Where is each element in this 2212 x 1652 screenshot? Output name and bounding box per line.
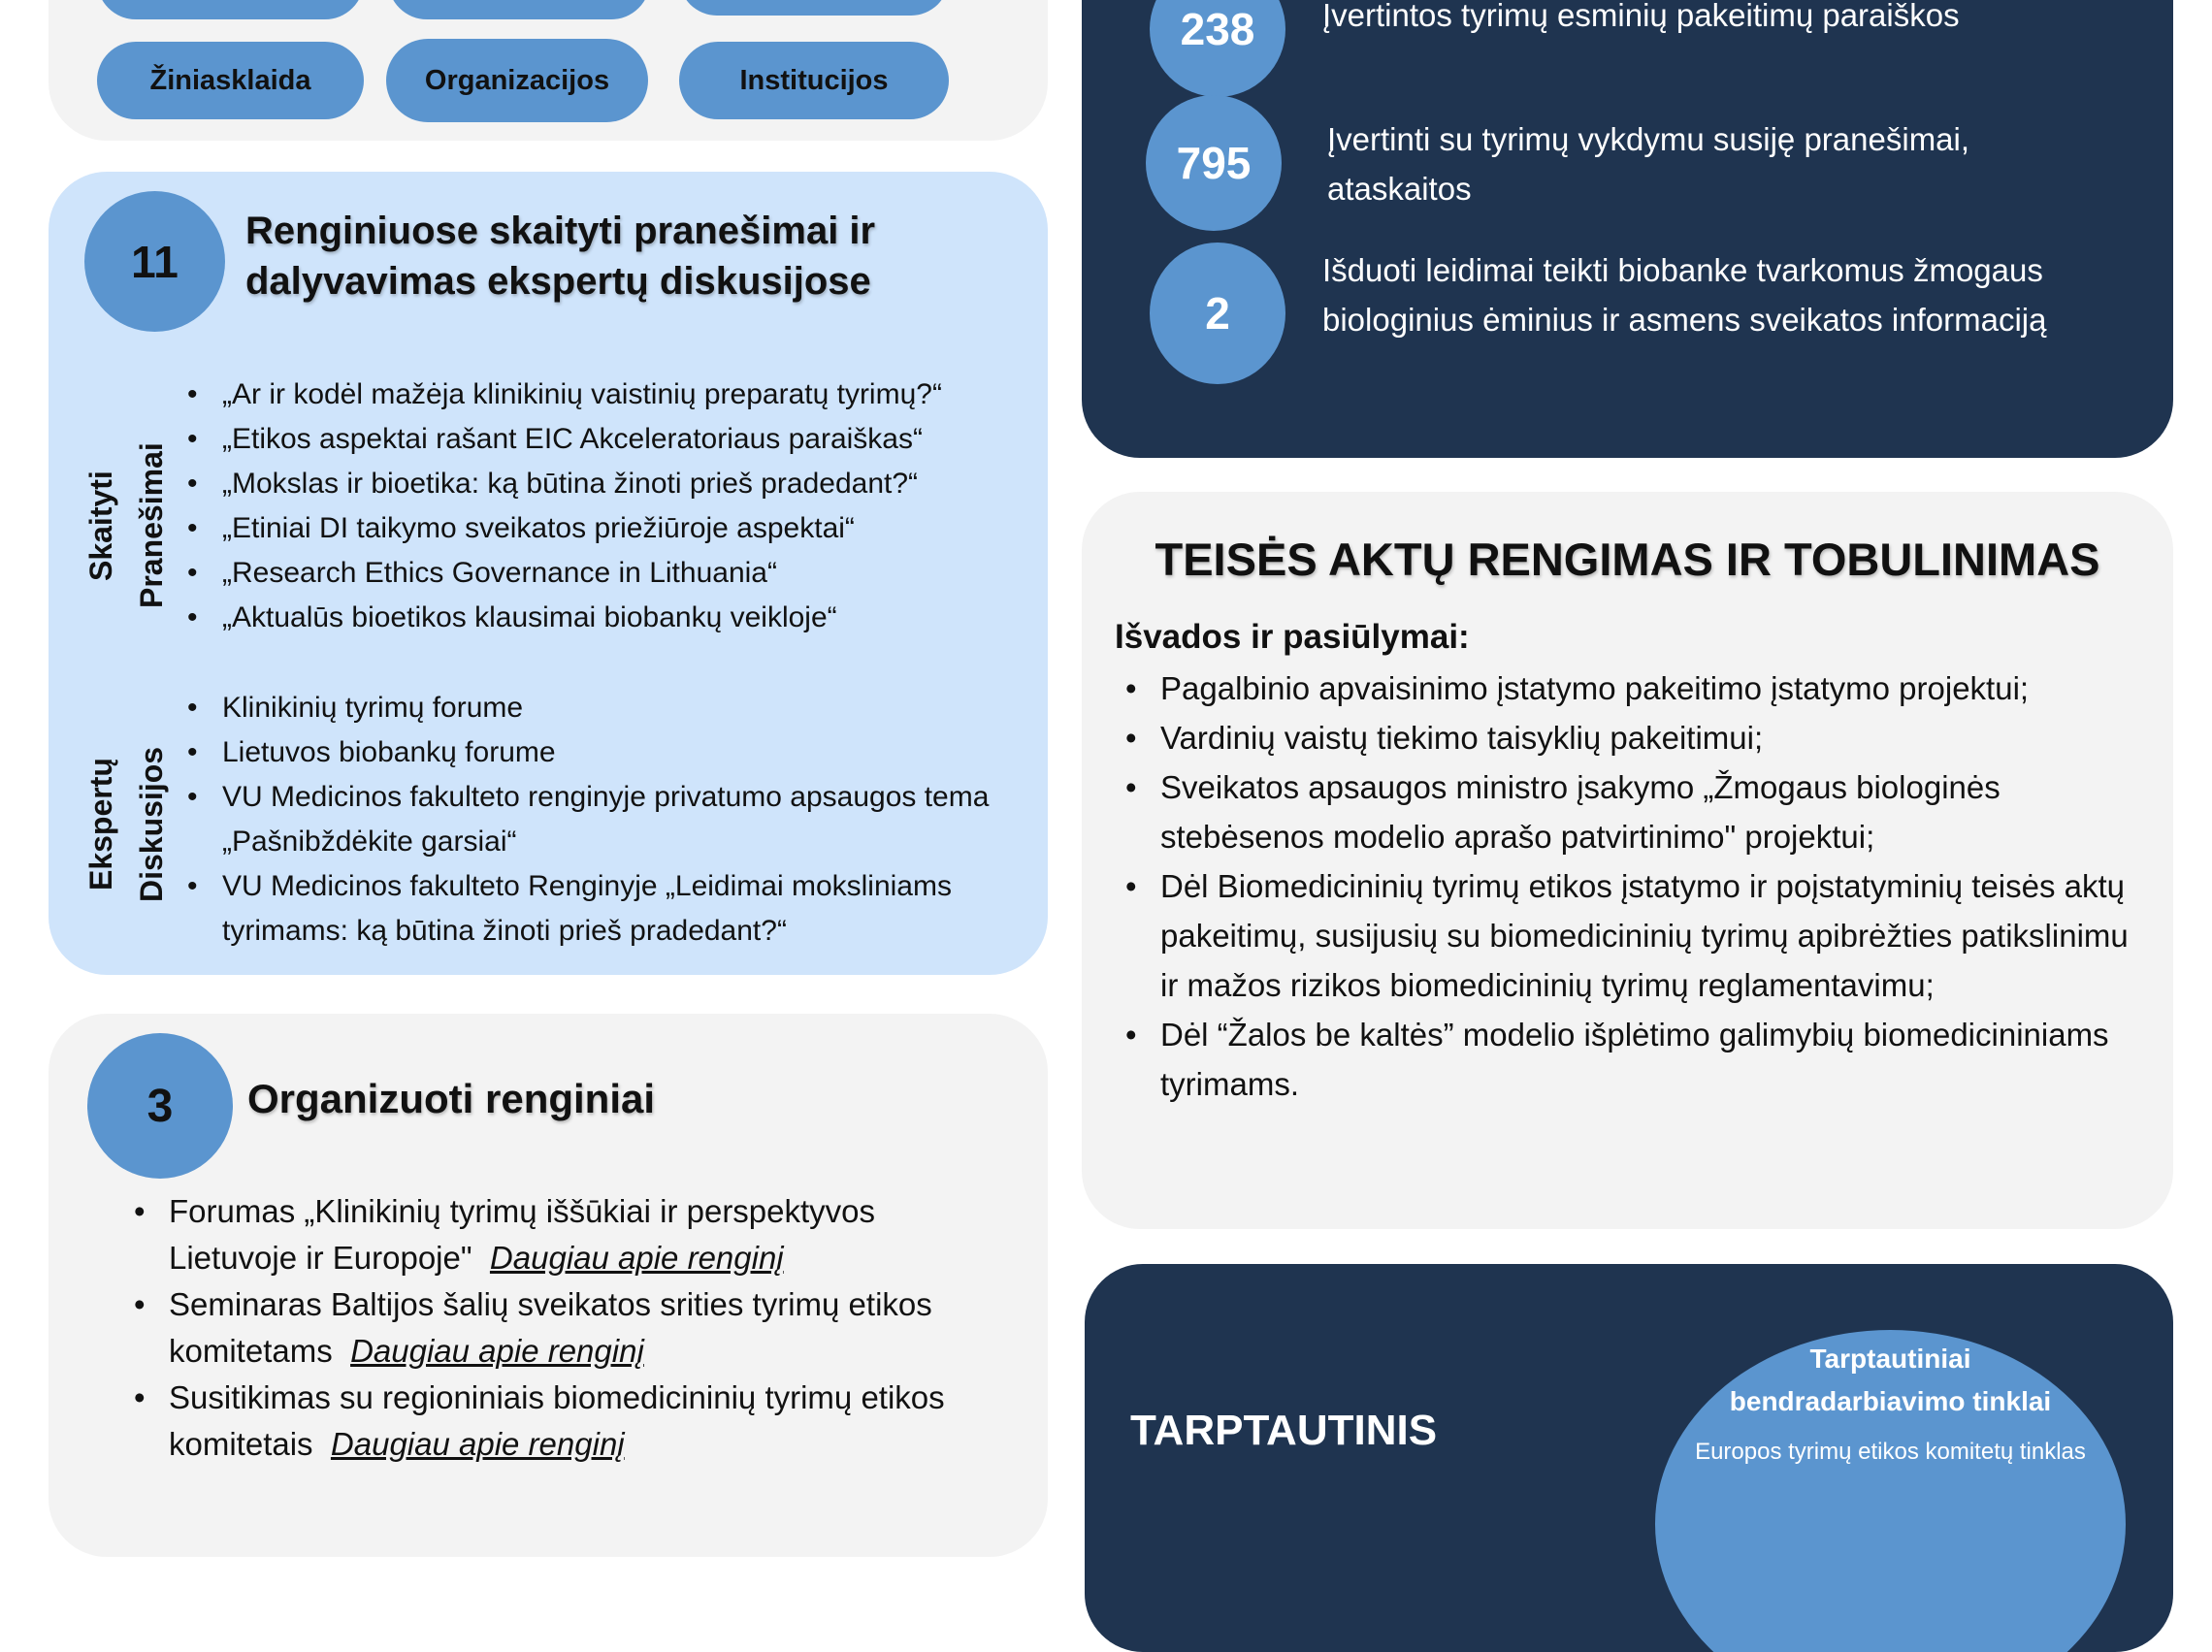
talks-panel (49, 172, 1048, 975)
list-item: • Pagalbinio apvaisinimo įstatymo pakeitimo įstatymo projektui; (1125, 664, 2134, 713)
events-count-badge: 3 (87, 1033, 233, 1179)
talks-count-badge: 11 (84, 191, 225, 332)
event-more-link[interactable]: Daugiau apie renginį (330, 1426, 625, 1462)
list-item: • „Aktualūs bioetikos klausimai biobankų veikloje“ (187, 596, 1041, 640)
list-item: • „Research Ethics Governance in Lithuania“ (187, 551, 1041, 596)
talks-group1-list (187, 373, 1041, 640)
legal-list (1125, 664, 2134, 1109)
list-item (134, 1375, 1007, 1468)
list-item: • „Etiniai DI taikymo sveikatos priežiūroje aspektai“ (187, 506, 1041, 551)
talks-group2-label: Ekspertų Diskusijos (83, 746, 169, 902)
list-item: • Dėl “Žalos be kaltės” modelio išplėtimo galimybių biomedicininiams tyrimams. (1125, 1010, 2134, 1109)
event-more-link[interactable]: Daugiau apie renginį (350, 1333, 644, 1369)
international-title-line1: TARPTAUTINIS (1129, 1407, 1438, 1454)
event-text: Seminaras Baltijos šalių sveikatos srities tyrimų etikos komitetams (169, 1286, 932, 1369)
event-text: Forumas „Klinikinių tyrimų iššūkiai ir perspektyvos Lietuvoje ir Europoje" (169, 1193, 876, 1276)
stat-text: Išduoti leidimai teikti biobanke tvarkomus žmogaus biologinius ėminius ir asmens sveikatos informaciją (1322, 252, 2047, 338)
list-item: • „Ar ir kodėl mažėja klinikinių vaistinių preparatų tyrimų?“ (187, 373, 1041, 417)
networks-title: Tarptautiniai bendradarbiavimo tinklai (1729, 1344, 2052, 1416)
list-item: • „Etikos aspektai rašant EIC Akceleratoriaus paraiškas“ (187, 417, 1041, 462)
top-pill-1 (97, 0, 364, 19)
list-item: • Vardinių vaistų tiekimo taisyklių pakeitimui; (1125, 713, 2134, 762)
list-item: • „Mokslas ir bioetika: ką būtina žinoti prieš pradedant?“ (187, 462, 1041, 506)
tag-organizations: Organizacijos (386, 39, 648, 122)
event-text: Susitikimas su regioniniais biomedicininių tyrimų etikos komitetais (169, 1379, 945, 1462)
stat-count-badge: 2 (1150, 243, 1285, 384)
talks-title (245, 206, 1022, 307)
stat-text: Įvertinti su tyrimų vykdymu susiję pranešimai, ataskaitos (1327, 121, 1970, 207)
networks-bubble (1655, 1330, 2126, 1652)
legal-panel (1082, 492, 2173, 1229)
international-panel (1085, 1264, 2173, 1652)
tag-institutions: Institucijos (679, 42, 949, 119)
list-item: • VU Medicinos fakulteto Renginyje „Leidimai moksliniams tyrimams: ką būtina žinoti prieš pradedant?“ (187, 864, 1041, 954)
list-item (134, 1281, 1007, 1375)
events-title: Organizuoti renginiai (247, 1076, 656, 1121)
talks-group2-list (187, 686, 1041, 954)
events-panel (49, 1014, 1048, 1557)
list-item: • Klinikinių tyrimų forume (187, 686, 1041, 730)
legal-subtitle: Išvados ir pasiūlymai: (1115, 618, 1470, 656)
list-item: • Sveikatos apsaugos ministro įsakymo „Žmogaus biologinės stebėsenos modelio aprašo patvirtinimo" projektui; (1125, 762, 2134, 861)
events-list (134, 1188, 1007, 1468)
list-item: • VU Medicinos fakulteto renginyje privatumo apsaugos tema „Pašnibždėkite garsiai“ (187, 775, 1041, 864)
event-more-link[interactable]: Daugiau apie renginį (489, 1240, 784, 1276)
stats-panel (1082, 0, 2173, 458)
stat-count-badge: 238 (1150, 0, 1285, 97)
stat-count-badge: 795 (1146, 95, 1282, 231)
list-item: • Dėl Biomedicininių tyrimų etikos įstatymo ir poįstatyminių teisės aktų pakeitimų, susijusių su biomedicininių tyrimų apibrėžties patikslinimu ir mažos rizikos biomedicininių tyrimų reglamentavimu; (1125, 861, 2134, 1010)
network-item: Europos tyrimų etikos komitetų tinklas (1695, 1439, 2086, 1465)
tag-media: Žiniasklaida (97, 42, 364, 119)
talks-title-line2: dalyvavimas ekspertų diskusijose (245, 260, 871, 303)
top-pill-2 (388, 0, 650, 19)
list-item (134, 1188, 1007, 1281)
talks-group1-label: Skaityti Pranešimai (83, 442, 169, 609)
legal-title: TEISĖS AKTŲ RENGIMAS IR TOBULINIMAS (1155, 534, 2100, 585)
talks-title-line1: Renginiuose skaityti pranešimai ir (245, 210, 876, 252)
stat-text: Įvertintos tyrimų esminių pakeitimų paraiškos (1322, 0, 1960, 33)
list-item: • Lietuvos biobankų forume (187, 730, 1041, 775)
top-pill-3 (679, 0, 949, 16)
